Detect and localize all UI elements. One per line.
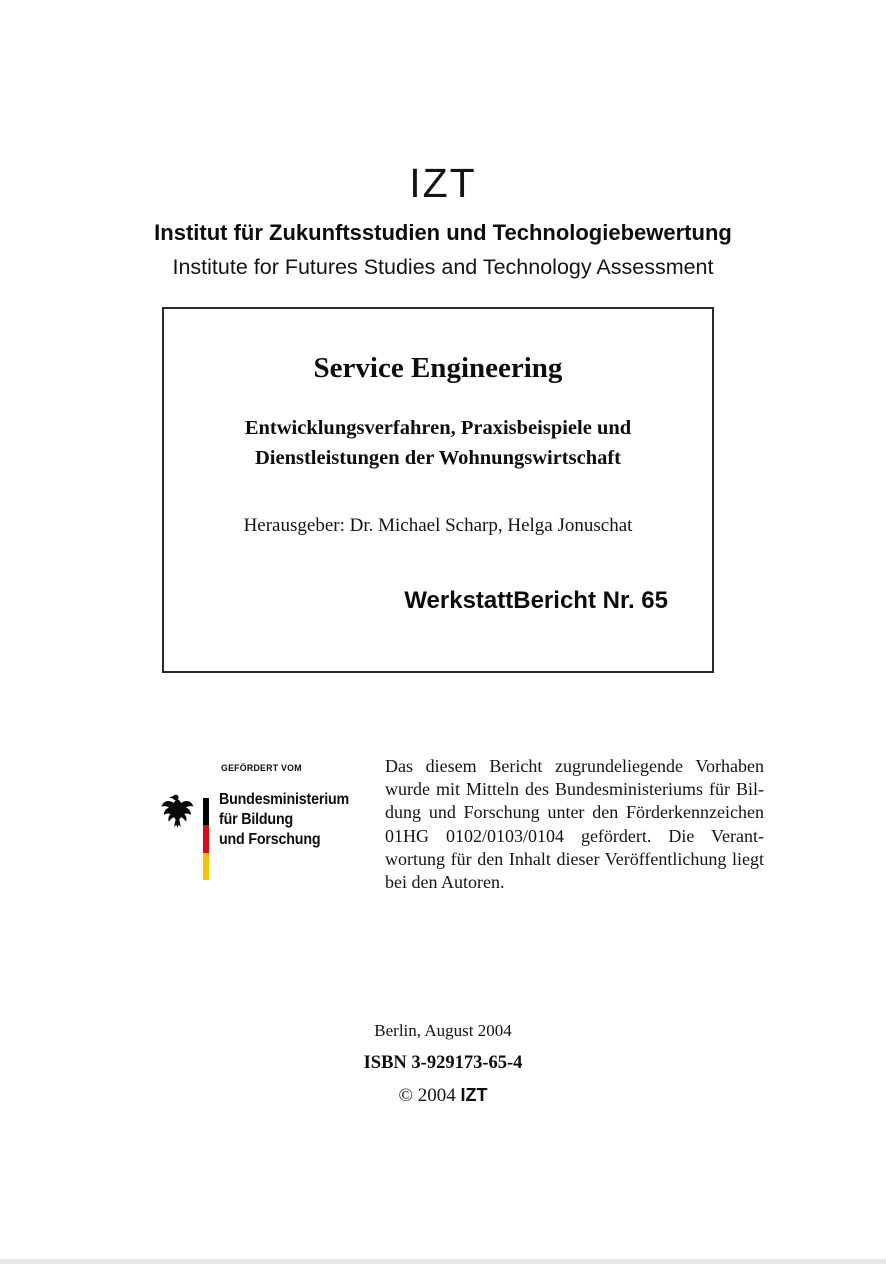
german-flag-bar-icon xyxy=(203,798,209,880)
flag-red-segment xyxy=(203,825,209,852)
izt-logo-text: IZT xyxy=(409,160,477,206)
funding-disclaimer xyxy=(385,755,764,894)
report-title: Service Engineering xyxy=(313,352,563,384)
place-and-date: Berlin, August 2004 xyxy=(374,1021,512,1040)
ministry-line-1: Bundesministerium xyxy=(219,791,349,808)
flag-black-segment xyxy=(203,798,209,825)
german-federal-eagle-icon xyxy=(161,791,195,831)
funded-by-label: GEFÖRDERT VOM xyxy=(221,763,302,774)
disclaimer-line: 01HG 0102/0103/0104 gefördert. Die Verant- xyxy=(385,825,764,846)
disclaimer-line: wurde mit Mitteln des Bundesministeriums für Bil- xyxy=(385,779,764,800)
ministry-line-2: für Bildung xyxy=(219,811,294,828)
title-box xyxy=(162,307,714,673)
scan-edge-strip xyxy=(0,1259,886,1264)
institute-name-german: Institut für Zukunftsstudien und Technologiebewertung xyxy=(154,220,732,245)
disclaimer-line: bei den Autoren. xyxy=(385,872,505,893)
copyright-line xyxy=(0,1085,886,1107)
report-subtitle-line-2: Dienstleistungen der Wohnungswirtschaft xyxy=(254,447,622,469)
disclaimer-line: Das diesem Bericht zugrundeliegende Vorhaben xyxy=(385,756,764,776)
report-subtitle-line-1: Entwicklungsverfahren, Praxisbeispiele und xyxy=(244,417,632,439)
copyright-year: © 2004 xyxy=(398,1085,461,1106)
copyright-organization: IZT xyxy=(460,1085,488,1105)
institute-name-english: Institute for Futures Studies and Technology Assessment xyxy=(172,255,714,279)
ministry-line-3: und Forschung xyxy=(219,831,321,848)
editors-line: Herausgeber: Dr. Michael Scharp, Helga Jonuschat xyxy=(243,515,633,536)
isbn-number: ISBN 3-929173-65-4 xyxy=(363,1053,523,1073)
disclaimer-line: dung und Forschung unter den Förderkennzeichen xyxy=(385,802,764,823)
ministry-name xyxy=(219,790,349,850)
report-subtitle xyxy=(164,413,712,473)
report-number: WerkstattBericht Nr. 65 xyxy=(404,587,668,614)
disclaimer-line: wortung für den Inhalt dieser Veröffentlichung liegt xyxy=(385,848,764,869)
flag-gold-segment xyxy=(203,853,209,880)
